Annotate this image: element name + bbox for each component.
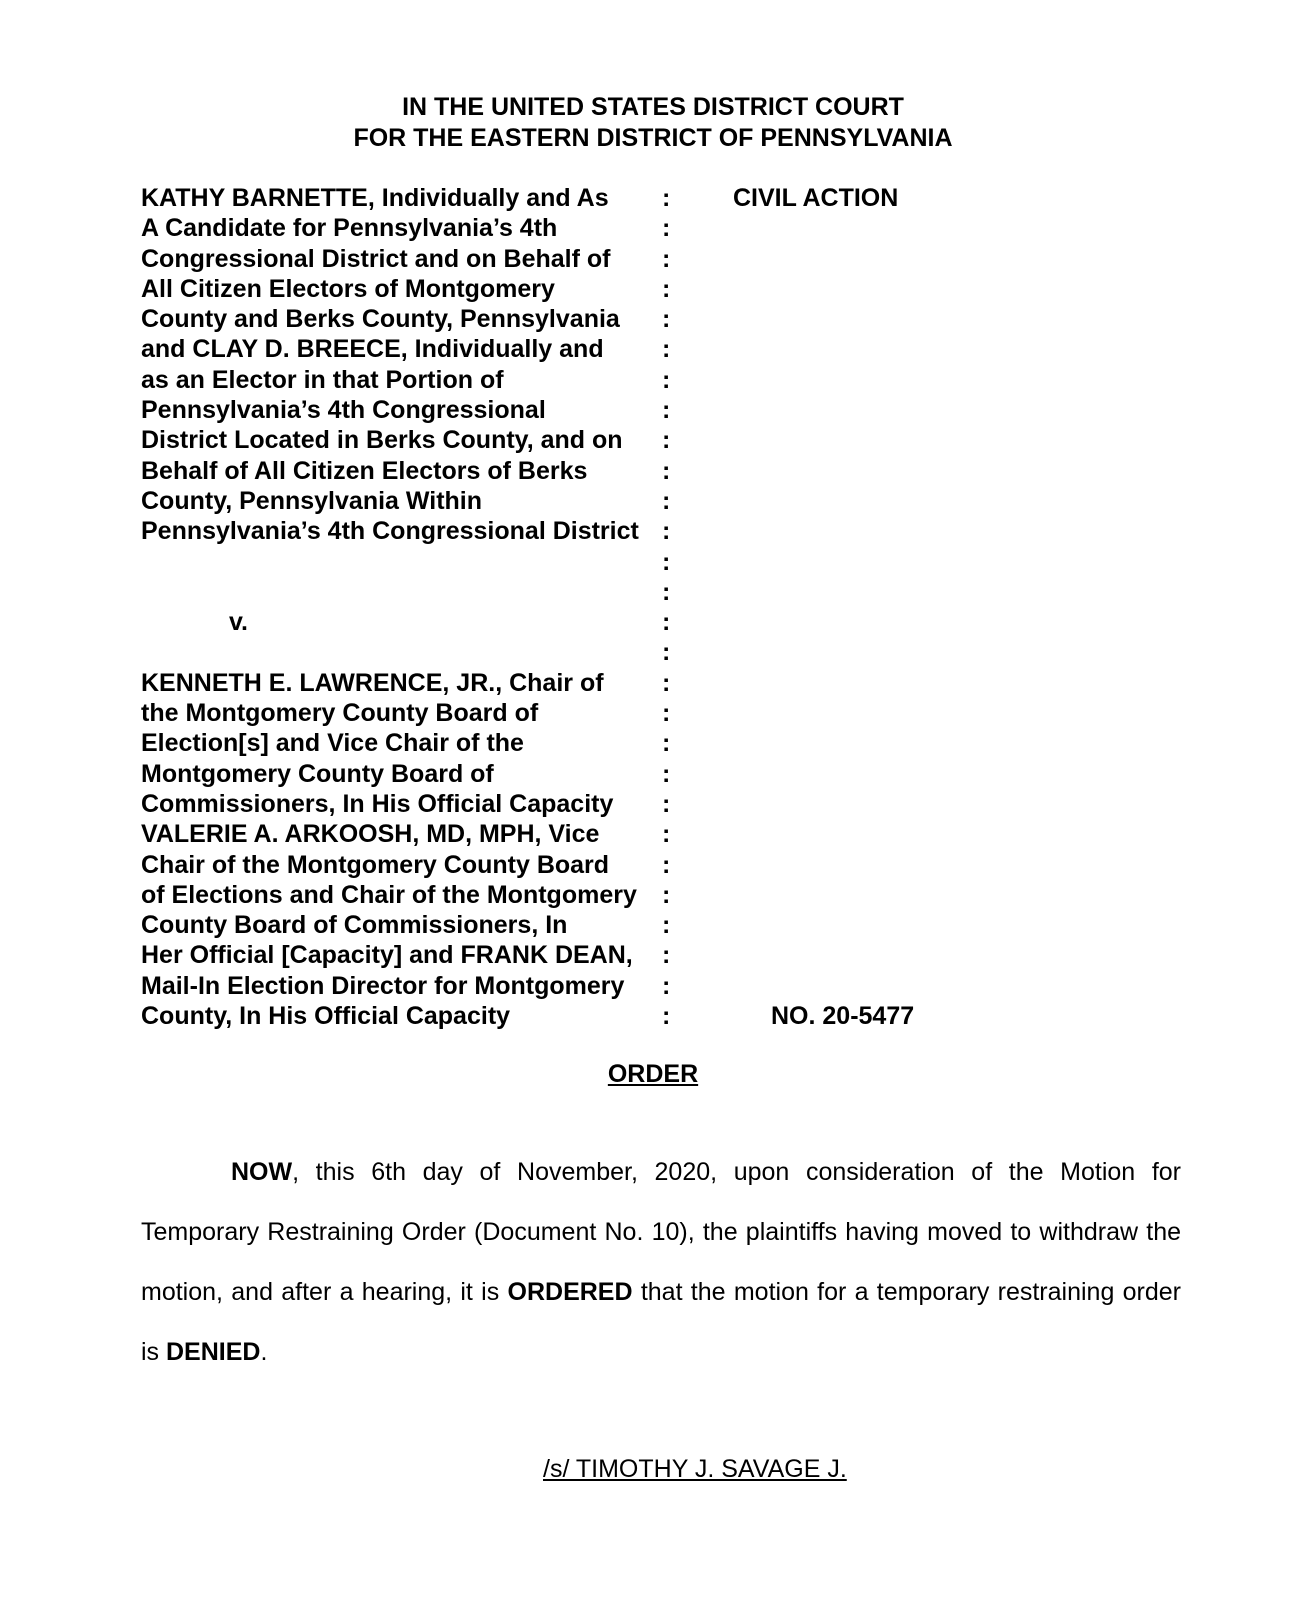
defendant-text: the Montgomery County Board of [141,699,539,728]
defendant-text: County Board of Commissioners, In [141,911,568,940]
defendant-text: Montgomery County Board of [141,759,494,788]
caption-colon: : [662,850,671,879]
caption-colon: : [662,396,671,425]
order-text-part1: , this 6th day of November, 2020, upon consideration of the Motion for Temporary Restraining Order (Document No. 10), the plaintiffs having moved to withdraw the motion, and after a hearing, it is [141,1158,1181,1306]
court-header [0,92,1306,154]
plaintiff-text: and CLAY D. BREECE, Individually and [141,335,604,364]
order-paragraph [141,1142,1181,1382]
order-text-part3: . [260,1338,268,1366]
case-number: NO. 20-5477 [771,1002,915,1031]
court-district: FOR THE EASTERN DISTRICT OF PENNSYLVANIA [353,124,953,152]
caption-colon: : [662,911,671,940]
plaintiff-text: Behalf of All Citizen Electors of Berks [141,456,588,485]
versus-label: v. [229,608,248,637]
caption-colon: : [662,577,671,606]
defendant-text: of Elections and Chair of the Montgomery [141,880,637,909]
plaintiff-text: Pennsylvania’s 4th Congressional District [141,517,639,546]
plaintiff-text: A Candidate for Pennsylvania’s 4th [141,214,558,243]
order-heading: ORDER [607,1060,699,1088]
caption-colon: : [662,184,671,212]
caption-colon: : [662,274,671,303]
caption-colon: : [662,668,671,697]
defendant-text: Chair of the Montgomery County Board [141,850,610,879]
caption-colon: : [662,456,671,485]
judge-signature: /s/ TIMOTHY J. SAVAGE J. [543,1455,847,1483]
caption-colon: : [662,729,671,758]
plaintiff-text: All Citizen Electors of Montgomery [141,274,555,303]
caption-colon: : [662,699,671,728]
defendant-text: Election[s] and Vice Chair of the [141,729,524,758]
caption-colon: : [662,880,671,909]
caption-colon: : [662,547,671,576]
caption-colon: : [662,335,671,364]
defendant-text: Mail-In Election Director for Montgomery [141,971,625,1000]
defendant-text: Her Official [Capacity] and FRANK DEAN, [141,941,633,970]
plaintiff-text: County and Berks County, Pennsylvania [141,305,620,334]
caption-colon: : [662,971,671,1000]
now-word: NOW [231,1158,293,1186]
caption-colon: : [662,214,671,243]
plaintiff-text: as an Elector in that Portion of [141,365,504,394]
plaintiff-text: Pennsylvania’s 4th Congressional [141,396,546,425]
caption-colon: : [662,638,671,667]
caption-colon: : [662,608,671,637]
plaintiff-text: District Located in Berks County, and on [141,426,623,455]
caption-colon: : [662,365,671,394]
caption-colon: : [662,426,671,455]
caption-colon: : [662,820,671,849]
civil-action-label: CIVIL ACTION [733,184,899,212]
caption-colon: : [662,789,671,818]
defendant-text: County, In His Official Capacity [141,1002,511,1031]
defendant-text: KENNETH E. LAWRENCE, JR., Chair of [141,668,604,697]
plaintiff-text: KATHY BARNETTE, Individually and As [141,184,609,212]
denied-word: DENIED [166,1338,261,1366]
court-name: IN THE UNITED STATES DISTRICT COURT [402,93,904,121]
ordered-word: ORDERED [507,1278,633,1306]
caption-colon: : [662,941,671,970]
caption-colon: : [662,486,671,515]
order-text-part2: that the motion for a temporary restraining order is [141,1278,1181,1366]
plaintiff-text: County, Pennsylvania Within [141,486,483,515]
defendant-text: Commissioners, In His Official Capacity [141,789,614,818]
caption-colon: : [662,517,671,546]
caption-colon: : [662,1002,671,1031]
defendant-text: VALERIE A. ARKOOSH, MD, MPH, Vice [141,820,600,849]
caption-colon: : [662,305,671,334]
caption-colon: : [662,244,671,273]
caption-colon: : [662,759,671,788]
plaintiff-text: Congressional District and on Behalf of [141,244,611,273]
